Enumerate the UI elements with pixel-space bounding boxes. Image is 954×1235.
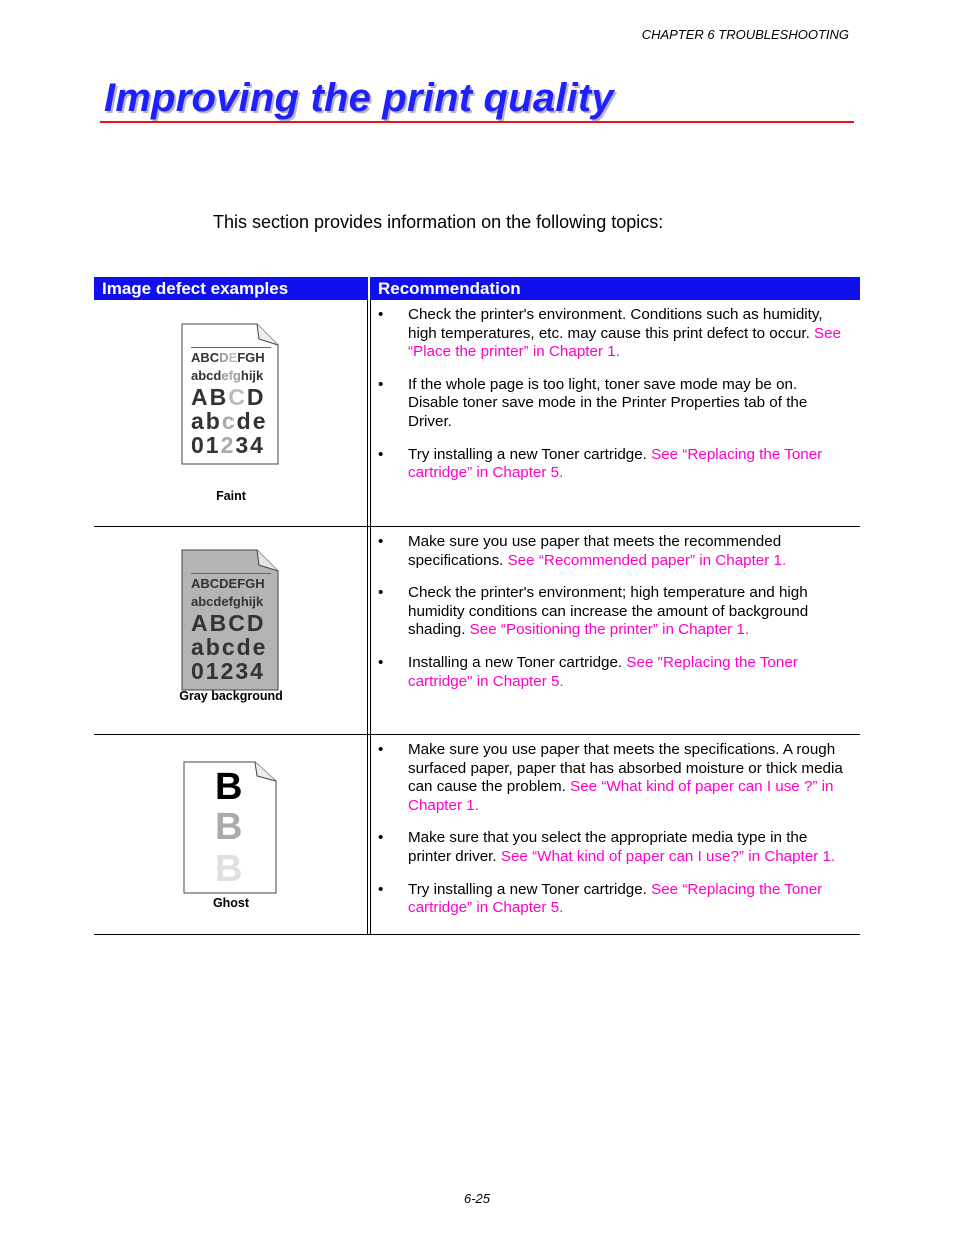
sample-text: D: [219, 350, 229, 365]
sample-text: E: [228, 350, 238, 365]
recommendation-text: Check the printer's environment. Conditions such as humidity, high temperatures, etc. may cause this print defect to occur.: [408, 306, 823, 342]
sample-text: e: [221, 368, 229, 383]
defect-example-cell: [94, 527, 368, 734]
cross-reference-link[interactable]: See “Replacing the Toner cartridge” in Chapter 5.: [408, 880, 823, 917]
defect-example-cell: [94, 735, 368, 934]
sample-text: abcdefghijk: [191, 594, 264, 609]
sample-text: f: [228, 368, 233, 383]
defect-table: [94, 277, 860, 935]
defect-caption: Ghost: [212, 896, 250, 910]
cross-reference-link[interactable]: See “What kind of paper can I use ?” in Chapter 1.: [408, 778, 834, 814]
cross-reference-link[interactable]: See "Replacing the Toner cartridge" in Chapter 5.: [408, 653, 798, 690]
sample-text: 01234: [191, 658, 265, 684]
title-divider: [100, 121, 854, 123]
cross-reference-link[interactable]: See “Recommended paper” in Chapter 1.: [507, 551, 787, 569]
recommendation-item: [376, 741, 850, 815]
sample-text: ABC: [191, 350, 220, 365]
recommendation-text: Make sure you use paper that meets the recommended specifications.: [408, 533, 782, 569]
sample-text: ABCD: [191, 610, 266, 636]
sample-text: 2: [220, 432, 236, 458]
table-row: [94, 300, 860, 527]
recommendation-text: Check the printer's environment; high temperature and high humidity conditions can increase the amount of background shading.: [408, 584, 809, 639]
cross-reference-link[interactable]: See “What kind of paper can I use?” in Chapter 1.: [500, 847, 836, 865]
recommendation-cell: [371, 735, 860, 934]
bullet-icon: •: [378, 306, 384, 323]
recommendation-text: Make sure you use paper that meets the specifications. A rough surfaced paper, paper that has absorbed moisture or thick media can cause the problem.: [408, 741, 843, 796]
recommendation-item: [376, 376, 850, 432]
sample-text: D: [246, 384, 266, 410]
bullet-icon: •: [378, 741, 384, 758]
bullet-icon: •: [378, 880, 384, 898]
bullet-icon: •: [378, 533, 384, 550]
sample-text: abcde: [191, 634, 268, 660]
table-row: [94, 527, 860, 735]
page-number: 6-25: [464, 1191, 491, 1206]
recommendation-text: Installing a new Toner cartridge.: [408, 653, 627, 671]
sample-rule: [191, 573, 271, 574]
faint-sample-page: [181, 323, 279, 465]
sample-text: de: [236, 408, 268, 434]
recommendation-item: [376, 881, 850, 918]
bullet-icon: •: [378, 375, 384, 393]
recommendation-item: [376, 829, 850, 866]
sample-text: ABCDEFGH: [191, 576, 265, 591]
sample-text: 34: [235, 432, 265, 458]
cross-reference-link[interactable]: See “Replacing the Toner cartridge” in Chapter 5.: [408, 445, 823, 482]
sample-text: hijk: [240, 368, 264, 383]
recommendation-text: If the whole page is too light, toner save mode may be on. Disable toner save mode in the Printer Properties tab of the Driver.: [408, 375, 808, 430]
bullet-icon: •: [378, 445, 384, 463]
recommendation-item: [376, 446, 850, 483]
sample-text: ab: [191, 408, 222, 434]
recommendation-cell: [371, 527, 860, 734]
sample-text: abcd: [191, 368, 222, 383]
ghost-letter: B: [215, 848, 243, 890]
sample-text: 01: [191, 432, 221, 458]
gray-background-sample-page: [181, 549, 279, 691]
column-header-defects: Image defect examples: [94, 277, 368, 300]
sample-rule: [191, 347, 271, 348]
cross-reference-link[interactable]: See “Place the printer” in Chapter 1.: [408, 324, 842, 361]
sample-text: c: [221, 408, 237, 434]
faint-sample-text: [191, 349, 275, 457]
gray-sample-text: [191, 575, 275, 683]
sample-text: FGH: [237, 350, 265, 365]
sample-text: AB: [191, 384, 229, 410]
bullet-icon: •: [378, 829, 384, 847]
recommendation-item: [376, 533, 850, 570]
recommendation-text: Try installing a new Toner cartridge.: [408, 445, 652, 463]
recommendation-item: [376, 584, 850, 640]
recommendation-item: [376, 654, 850, 691]
bullet-icon: •: [378, 584, 384, 602]
recommendation-cell: [371, 300, 860, 526]
sample-text: g: [232, 368, 241, 383]
ghost-letter: B: [215, 766, 243, 808]
table-row: [94, 735, 860, 935]
recommendation-item: [376, 306, 850, 362]
bullet-icon: •: [378, 653, 384, 671]
intro-text: This section provides information on the following topics:: [213, 212, 664, 232]
recommendation-text: Make sure that you select the appropriate media type in the printer driver.: [408, 829, 808, 865]
cross-reference-link[interactable]: See “Positioning the printer” in Chapter 1.: [469, 621, 750, 639]
defect-example-cell: [94, 300, 368, 526]
defect-caption: Gray background: [179, 689, 283, 703]
column-header-recommendation: Recommendation: [370, 277, 860, 300]
recommendation-text: Try installing a new Toner cartridge.: [408, 880, 652, 898]
chapter-header: CHAPTER 6 TROUBLESHOOTING: [641, 27, 849, 42]
ghost-letter: B: [215, 806, 243, 848]
defect-caption: Faint: [216, 489, 246, 503]
ghost-sample-page: [183, 761, 281, 903]
sample-text: C: [228, 384, 247, 410]
page-title: Improving the print quality: [104, 76, 614, 120]
table-header: [94, 277, 860, 300]
